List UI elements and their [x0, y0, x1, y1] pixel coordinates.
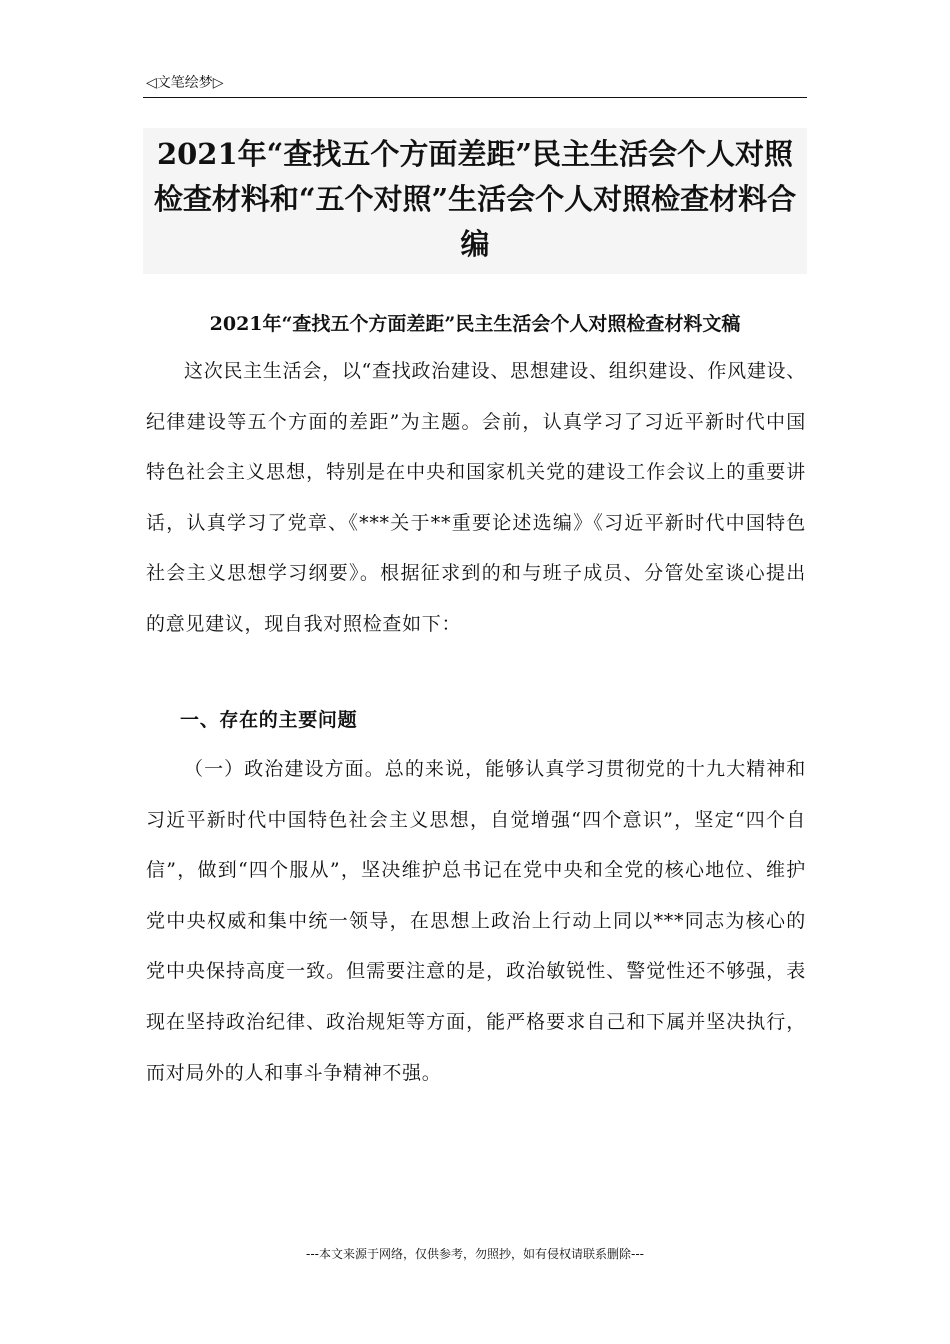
footer-disclaimer: ---本文来源于网络，仅供参考，勿照抄，如有侵权请联系删除---: [306, 1247, 644, 1261]
header-label: ◁文笔绘梦▷: [146, 75, 224, 91]
document-title: 2021年“查找五个方面差距”民主生活会个人对照检查材料和“五个对照”生活会个人对照检查材料合编: [153, 137, 797, 261]
body-paragraph-intro: 这次民主生活会，以“查找政治建设、思想建设、组织建设、作风建设、纪律建设等五个方面的差距”为主题。会前，认真学习了习近平新时代中国特色社会主义思想，特别是在中央和国家机关党的建设工作会议上的重要讲话，认真学习了党章、《***关于**重要论述选编》《习近平新时代中国特色社会主义思想学习纲要》。根据征求到的和与班子成员、分管处室谈心提出的意见建议，现自我对照检查如下：: [146, 360, 806, 635]
section-heading: 一、存在的主要问题: [180, 709, 358, 731]
header-divider: [143, 97, 807, 98]
document-subtitle: 2021年“查找五个方面差距”民主生活会个人对照检查材料文稿: [209, 313, 741, 335]
body-paragraph-political: （一）政治建设方面。总的来说，能够认真学习贯彻党的十九大精神和习近平新时代中国特色社会主义思想，自觉增强“四个意识”，坚定“四个自信”，做到“四个服从”，坚决维护总书记在党中央和全党的核心地位、维护党中央权威和集中统一领导，在思想上政治上行动上同以***同志为核心的党中央保持高度一致。但需要注意的是，政治敏锐性、警觉性还不够强，表现在坚持政治纪律、政治规矩等方面，能严格要求自己和下属并坚决执行，而对局外的人和事斗争精神不强。: [146, 758, 806, 1084]
title-block: [143, 128, 807, 274]
